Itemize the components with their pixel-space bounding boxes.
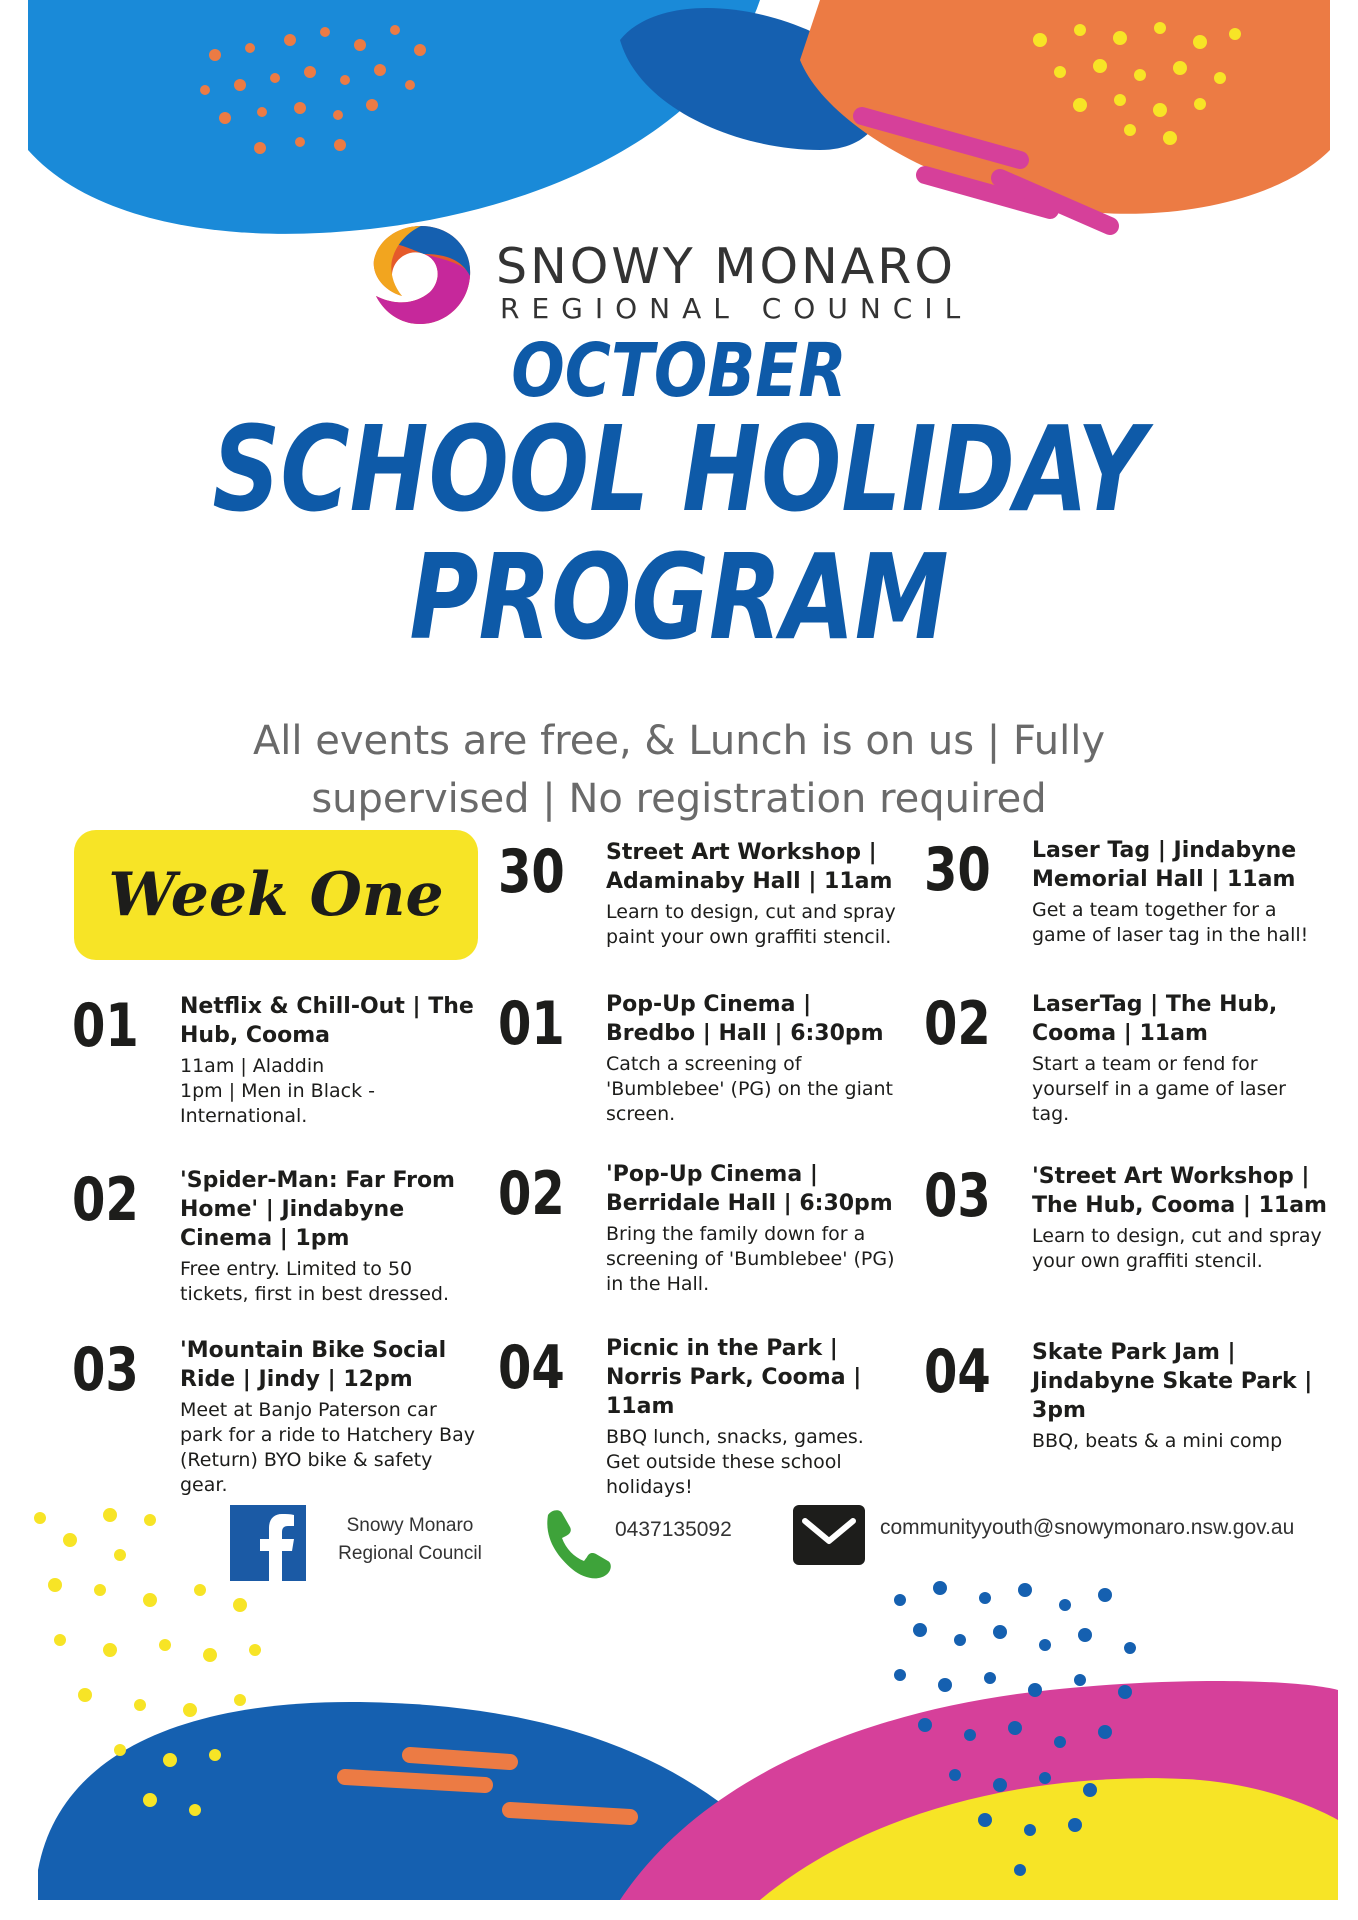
- email-address[interactable]: communityyouth@snowymonaro.nsw.gov.au: [880, 1516, 1295, 1539]
- event-title-text: 'Mountain Bike Social Ride | Jindy | 12pm: [180, 1338, 447, 1392]
- event-title: [180, 1166, 475, 1307]
- event-description: Learn to design, cut and spray your own graffiti stencil.: [1032, 1225, 1322, 1272]
- event-description: Catch a screening of 'Bumblebee' (PG) on the giant screen.: [606, 1053, 893, 1125]
- event-day: 03: [72, 1335, 139, 1405]
- phone-number[interactable]: 0437135092: [615, 1518, 732, 1541]
- event-title: [1032, 1162, 1327, 1274]
- event-day: 30: [924, 835, 991, 905]
- event-description: Get a team together for a game of laser tag in the hall!: [1032, 899, 1309, 946]
- event-title-text: 'Spider-Man: Far From Home' | Jindabyne Cinema | 1pm: [180, 1168, 455, 1251]
- event-day: 02: [924, 989, 991, 1059]
- heading-line2: PROGRAM: [409, 528, 949, 666]
- council-logo-icon: [366, 220, 476, 330]
- event-day: 03: [924, 1161, 991, 1231]
- event-title-text: Skate Park Jam | Jindabyne Skate Park | 3pm: [1032, 1340, 1313, 1423]
- event-description: 11am | Aladdin 1pm | Men in Black - International.: [180, 1055, 375, 1127]
- event-day: 04: [924, 1337, 991, 1407]
- council-logo: [366, 220, 986, 330]
- event-title: [606, 990, 901, 1127]
- event-title: [1032, 990, 1327, 1127]
- event-title: [606, 838, 901, 950]
- event-day: 02: [498, 1159, 565, 1229]
- facebook-label-line2: Regional Council: [338, 1543, 482, 1564]
- heading-line1: SCHOOL HOLIDAY: [212, 400, 1146, 538]
- event-day: 30: [498, 837, 565, 907]
- event-title-text: LaserTag | The Hub, Cooma | 11am: [1032, 992, 1278, 1046]
- event-description: Bring the family down for a screening of 'Bumblebee' (PG) in the Hall.: [606, 1223, 895, 1295]
- event-day: 04: [498, 1333, 565, 1403]
- event-title: [1032, 1338, 1327, 1454]
- event-day: 02: [72, 1165, 139, 1235]
- event-title: [606, 1160, 901, 1297]
- event-description: BBQ lunch, snacks, games. Get outside these school holidays!: [606, 1426, 864, 1498]
- event-title: [180, 1336, 475, 1498]
- heading-month: OCTOBER: [511, 328, 847, 414]
- event-title-text: Picnic in the Park | Norris Park, Cooma | 11am: [606, 1336, 862, 1419]
- event-description: Meet at Banjo Paterson car park for a ride to Hatchery Bay (Return) BYO bike & safety gear.: [180, 1399, 475, 1496]
- tagline-line1: All events are free, & Lunch is on us | Fully: [252, 718, 1106, 764]
- event-title-text: Pop-Up Cinema | Bredbo | Hall | 6:30pm: [606, 992, 884, 1046]
- week-badge: [74, 830, 478, 960]
- facebook-label-line1: Snowy Monaro: [346, 1515, 474, 1536]
- event-description: Free entry. Limited to 50 tickets, first in best dressed.: [180, 1258, 450, 1305]
- event-day: 01: [498, 989, 565, 1059]
- event-title-text: Street Art Workshop | Adaminaby Hall | 11am: [606, 840, 893, 894]
- bottom-decoration: [0, 1480, 1358, 1920]
- week-label: Week One: [108, 860, 444, 930]
- event-description: BBQ, beats & a mini comp: [1032, 1430, 1283, 1452]
- tagline-line2: supervised | No registration required: [311, 776, 1047, 822]
- council-name: SNOWY MONARO: [496, 238, 956, 295]
- event-title: [606, 1334, 901, 1500]
- event-title: [180, 992, 475, 1129]
- event-title: [1032, 836, 1327, 948]
- event-title-text: Laser Tag | Jindabyne Memorial Hall | 11am: [1032, 838, 1297, 892]
- council-subtitle: REGIONAL COUNCIL: [500, 292, 973, 325]
- event-title-text: 'Pop-Up Cinema | Berridale Hall | 6:30pm: [606, 1162, 893, 1216]
- event-day: 01: [72, 991, 139, 1061]
- tagline: [0, 712, 1358, 828]
- event-title-text: Netflix & Chill-Out | The Hub, Cooma: [180, 994, 474, 1048]
- event-title-text: 'Street Art Workshop | The Hub, Cooma | 11am: [1032, 1164, 1327, 1218]
- event-description: Start a team or fend for yourself in a game of laser tag.: [1032, 1053, 1286, 1125]
- event-description: Learn to design, cut and spray paint your own graffiti stencil.: [606, 901, 896, 948]
